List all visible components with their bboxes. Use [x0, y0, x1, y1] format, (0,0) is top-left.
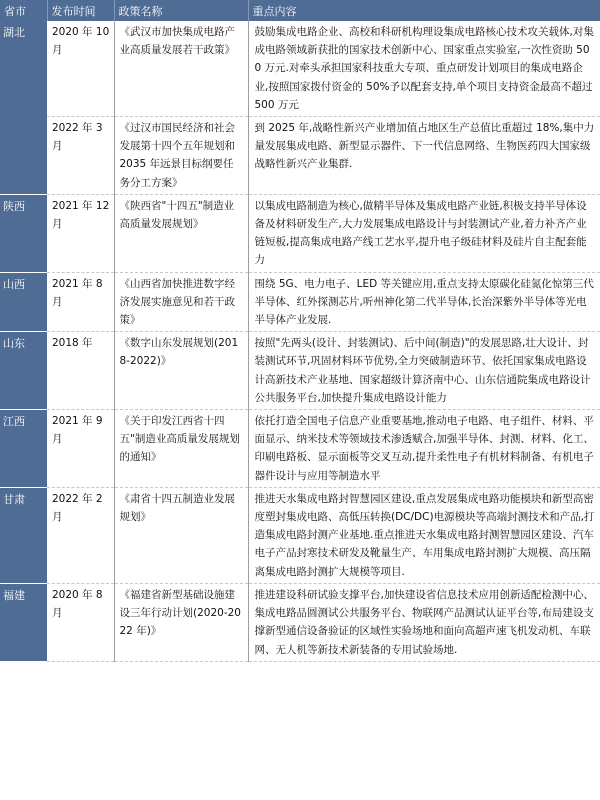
province-cell: 甘肃	[0, 487, 47, 583]
policy-cell: 《关于印发江西省十四五"制造业高质量发展规划的通知》	[114, 410, 248, 488]
table-row	[0, 272, 600, 332]
time-cell: 2021 年 9 月	[47, 410, 114, 488]
policy-cell: 《山西省加快推进数字经济发展实施意见和若干政策》	[114, 272, 248, 332]
content-cell: 以集成电路制造为核心,做精半导体及集成电路产业链,积极支持半导体设备及材料研发生产,大力发展集成电路设计与封装测试产业,着力补齐产业链短板,提高集成电路产线工艺水平,提升电子级硅材料及硅片自主配套能力	[248, 194, 600, 272]
time-cell: 2018 年	[47, 332, 114, 410]
table-row	[0, 410, 600, 488]
content-cell: 依托打造全国电子信息产业重要基地,推动电子电路、电子组件、材料、平面显示、纳米技术等领域技术渗透赋合,加强半导体、封测、材料、化工、印刷电路板、显示面板等交叉互动,提升柔性电子有机材料制备、有机电子器件设计与应用等制造水平	[248, 410, 600, 488]
policy-cell: 《过汉市国民经济和社会发展第十四个五年规划和 2035 年远景目标纲要任务分工方案》	[114, 117, 248, 195]
content-cell: 到 2025 年,战略性新兴产业增加值占地区生产总值比重超过 18%,集中力量发展集成电路、新型显示器件、下一代信息网络、生物医药四大国家级战略性新兴产业集群.	[248, 117, 600, 195]
time-cell: 2020 年 10 月	[47, 21, 114, 117]
content-cell: 推进建设科研试验支撑平台,加快建设省信息技术应用创新适配检测中心、集成电路品圆测试公共服务平台、物联网产品测试认证平台等,布局建设支撑新型通信设备验证的区域性实验场地和面向高超声速飞机发动机、车联网、无人机等新技术新装备的专用试验场地.	[248, 583, 600, 661]
content-cell: 鼓励集成电路企业、高校和科研机构理设集成电路核心技术攻关载体,对集成电路领域新获批的国家技术创新中心、国家重点实验室,一次性资助 500 万元.对牵头承担国家科技重大专项、重点研发计划项目的集成电路企业,按照国家拨付资金的 50%予以配套支持,单个项目支持资金最高不超过 500 万元	[248, 21, 600, 117]
policy-cell: 《数字山东发展规划(2018-2022)》	[114, 332, 248, 410]
policy-cell: 《肃省十四五制造业发展规划》	[114, 487, 248, 583]
province-cell: 江西	[0, 410, 47, 488]
province-cell: 湖北	[0, 21, 47, 194]
time-cell: 2022 年 2 月	[47, 487, 114, 583]
province-cell: 山东	[0, 332, 47, 410]
time-cell: 2021 年 8 月	[47, 272, 114, 332]
table-row	[0, 332, 600, 410]
time-cell: 2022 年 3 月	[47, 117, 114, 195]
policy-cell: 《武汉市加快集成电路产业高质量发展若干政策》	[114, 21, 248, 117]
table-row	[0, 194, 600, 272]
time-cell: 2021 年 12 月	[47, 194, 114, 272]
policy-cell: 《陕西省"十四五"制造业高质量发展规划》	[114, 194, 248, 272]
content-cell: 围绕 5G、电力电子、LED 等关键应用,重点支持太原碳化硅氮化惊第三代半导体、红外探测芯片,听州神化第二代半导体,长治深紫外半导体等光电半导体产业发展.	[248, 272, 600, 332]
province-cell: 山西	[0, 272, 47, 332]
time-cell: 2020 年 8 月	[47, 583, 114, 661]
table-row	[0, 21, 600, 117]
header-time: 发布时间	[47, 0, 114, 21]
header-content: 重点内容	[248, 0, 600, 21]
table-row	[0, 487, 600, 583]
content-cell: 推进天水集成电路封智慧园区建设,重点发展集成电路功能模块和新型高密度塑封集成电路、高低压转换(DC/DC)电源模块等高端封测技术和产品,打造集成电路封测产业基地.重点推进天水集成电路封测智慧园区建设、汽车电子产品封寒技术研发及靴量生产、车用集成电路封测扩大规模、高压隔离集成电路封测扩大规模等项目.	[248, 487, 600, 583]
table-row	[0, 117, 600, 195]
table-header	[0, 0, 600, 21]
header-policy: 政策名称	[114, 0, 248, 21]
header-province: 省市	[0, 0, 47, 21]
content-cell: 按照"先两头(设计、封装测试)、后中间(制造)"的发展思路,壮大设计、封装测试环节,巩固材料环节优势,全力突破制造环节、依托国家集成电路设计高新技术产业基地、国家超级计算济南中心、山东信通院集成电路设计公共服务平台,加快提升集成电路设计能力	[248, 332, 600, 410]
table-body	[0, 21, 600, 661]
province-cell: 福建	[0, 583, 47, 661]
province-cell: 陕西	[0, 194, 47, 272]
policy-cell: 《福建省新型基础设施建设三年行动计划(2020-2022 年)》	[114, 583, 248, 661]
table-row	[0, 583, 600, 661]
